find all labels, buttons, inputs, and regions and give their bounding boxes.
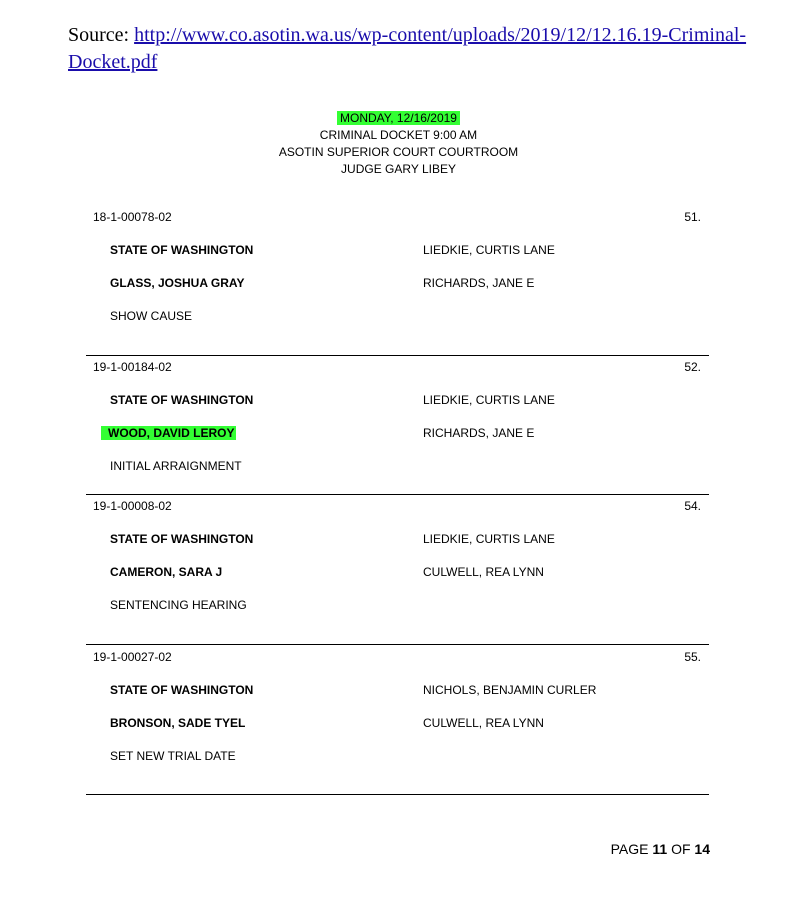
case-index: 54. (684, 499, 701, 513)
defendant-attorney: CULWELL, REA LYNN (423, 565, 544, 579)
case-number: 19-1-00027-02 (93, 650, 172, 664)
defendant-highlighted: WOOD, DAVID LEROY (101, 426, 236, 440)
plaintiff: STATE OF WASHINGTON (110, 393, 254, 407)
case-number: 19-1-00184-02 (93, 360, 172, 374)
divider (86, 794, 709, 795)
defendant: GLASS, JOSHUA GRAY (110, 276, 245, 290)
divider (86, 494, 709, 495)
page-of-label: OF (671, 841, 691, 857)
page-current: 11 (652, 841, 668, 857)
hearing-type: SHOW CAUSE (110, 309, 193, 323)
source-link[interactable] (68, 24, 746, 73)
hearing-type: INITIAL ARRAIGNMENT (110, 459, 242, 473)
plaintiff-attorney: LIEDKIE, CURTIS LANE (423, 243, 555, 257)
defendant-attorney: RICHARDS, JANE E (423, 426, 535, 440)
case-index: 52. (684, 360, 701, 374)
docket-header (0, 110, 797, 178)
plaintiff-attorney: NICHOLS, BENJAMIN CURLER (423, 683, 597, 697)
plaintiff: STATE OF WASHINGTON (110, 243, 254, 257)
plaintiff-attorney: LIEDKIE, CURTIS LANE (423, 532, 555, 546)
docket-date: MONDAY, 12/16/2019 (337, 111, 460, 125)
page-label: PAGE (610, 841, 649, 857)
source-citation (68, 22, 768, 76)
case-index: 51. (684, 210, 701, 224)
source-link-line1[interactable]: http://www.co.asotin.wa.us/wp-content/uploads/2019/12/12.16.19-Criminal- (134, 24, 747, 46)
docket-courtroom: ASOTIN SUPERIOR COURT COURTROOM (278, 145, 519, 159)
defendant: CAMERON, SARA J (110, 565, 223, 579)
plaintiff-attorney: LIEDKIE, CURTIS LANE (423, 393, 555, 407)
case-number: 18-1-00078-02 (93, 210, 172, 224)
divider (86, 355, 709, 356)
source-label: Source: (68, 24, 130, 46)
defendant: BRONSON, SADE TYEL (110, 716, 246, 730)
defendant-attorney: RICHARDS, JANE E (423, 276, 535, 290)
hearing-type: SET NEW TRIAL DATE (110, 749, 236, 763)
defendant-attorney: CULWELL, REA LYNN (423, 716, 544, 730)
case-number: 19-1-00008-02 (93, 499, 172, 513)
divider (86, 644, 709, 645)
plaintiff: STATE OF WASHINGTON (110, 532, 254, 546)
hearing-type: SENTENCING HEARING (110, 598, 247, 612)
plaintiff: STATE OF WASHINGTON (110, 683, 254, 697)
source-link-line2[interactable]: Docket.pdf (68, 51, 158, 73)
page-total: 14 (694, 841, 710, 857)
docket-title: CRIMINAL DOCKET 9:00 AM (319, 128, 478, 142)
page-number (611, 841, 710, 857)
case-index: 55. (684, 650, 701, 664)
docket-judge: JUDGE GARY LIBEY (341, 162, 456, 176)
